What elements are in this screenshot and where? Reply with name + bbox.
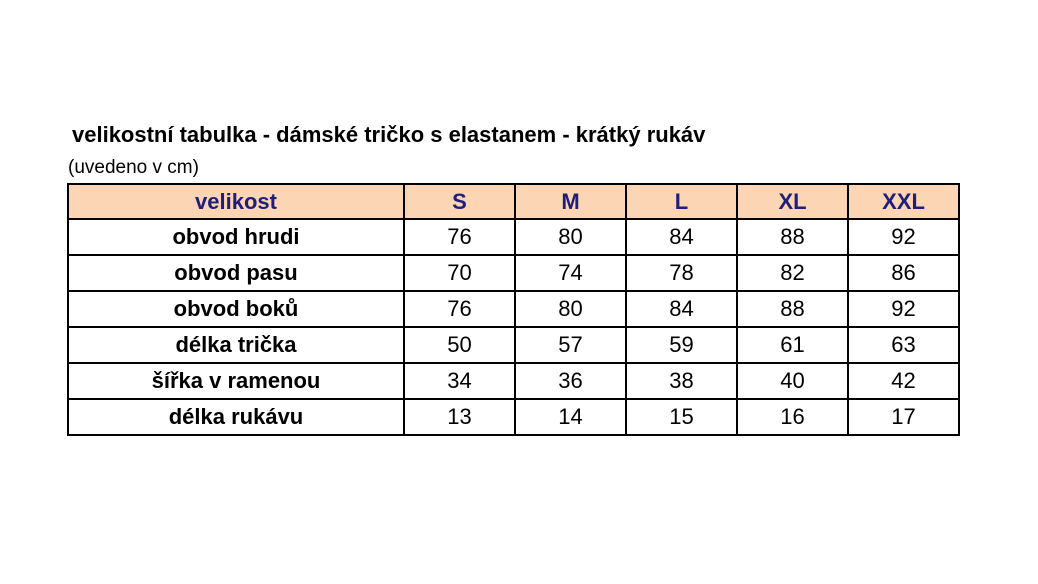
header-cell-m: M (515, 184, 626, 219)
table-cell: 76 (404, 291, 515, 327)
table-cell: 84 (626, 219, 737, 255)
header-cell-xl: XL (737, 184, 848, 219)
row-label: obvod boků (68, 291, 404, 327)
table-row (68, 291, 959, 327)
table-cell: 78 (626, 255, 737, 291)
table-cell: 15 (626, 399, 737, 435)
table-cell: 38 (626, 363, 737, 399)
table-cell: 14 (515, 399, 626, 435)
page-title: velikostní tabulka - dámské tričko s elastanem - krátký rukáv (72, 122, 706, 147)
table-cell: 63 (848, 327, 959, 363)
table-cell: 13 (404, 399, 515, 435)
table-cell: 80 (515, 219, 626, 255)
table-cell: 17 (848, 399, 959, 435)
row-label: obvod hrudi (68, 219, 404, 255)
table-cell: 86 (848, 255, 959, 291)
table-cell: 36 (515, 363, 626, 399)
row-label: délka trička (68, 327, 404, 363)
table-cell: 61 (737, 327, 848, 363)
header-cell-s: S (404, 184, 515, 219)
table-row (68, 219, 959, 255)
table-cell: 84 (626, 291, 737, 327)
table-cell: 50 (404, 327, 515, 363)
table-cell: 34 (404, 363, 515, 399)
table-cell: 16 (737, 399, 848, 435)
table-cell: 76 (404, 219, 515, 255)
table-cell: 70 (404, 255, 515, 291)
size-table (67, 183, 960, 436)
table-row (68, 255, 959, 291)
row-label: obvod pasu (68, 255, 404, 291)
header-cell-l: L (626, 184, 737, 219)
table-cell: 42 (848, 363, 959, 399)
table-cell: 74 (515, 255, 626, 291)
row-label: délka rukávu (68, 399, 404, 435)
table-cell: 57 (515, 327, 626, 363)
table-cell: 92 (848, 219, 959, 255)
table-cell: 88 (737, 219, 848, 255)
table-cell: 92 (848, 291, 959, 327)
table-cell: 59 (626, 327, 737, 363)
table-cell: 82 (737, 255, 848, 291)
row-label: šířka v ramenou (68, 363, 404, 399)
table-cell: 80 (515, 291, 626, 327)
table-row (68, 399, 959, 435)
units-note: (uvedeno v cm) (68, 157, 199, 178)
table-cell: 40 (737, 363, 848, 399)
header-cell-size: velikost (68, 184, 404, 219)
header-cell-xxl: XXL (848, 184, 959, 219)
table-row (68, 363, 959, 399)
table-cell: 88 (737, 291, 848, 327)
table-header-row (68, 184, 959, 219)
table-row (68, 327, 959, 363)
